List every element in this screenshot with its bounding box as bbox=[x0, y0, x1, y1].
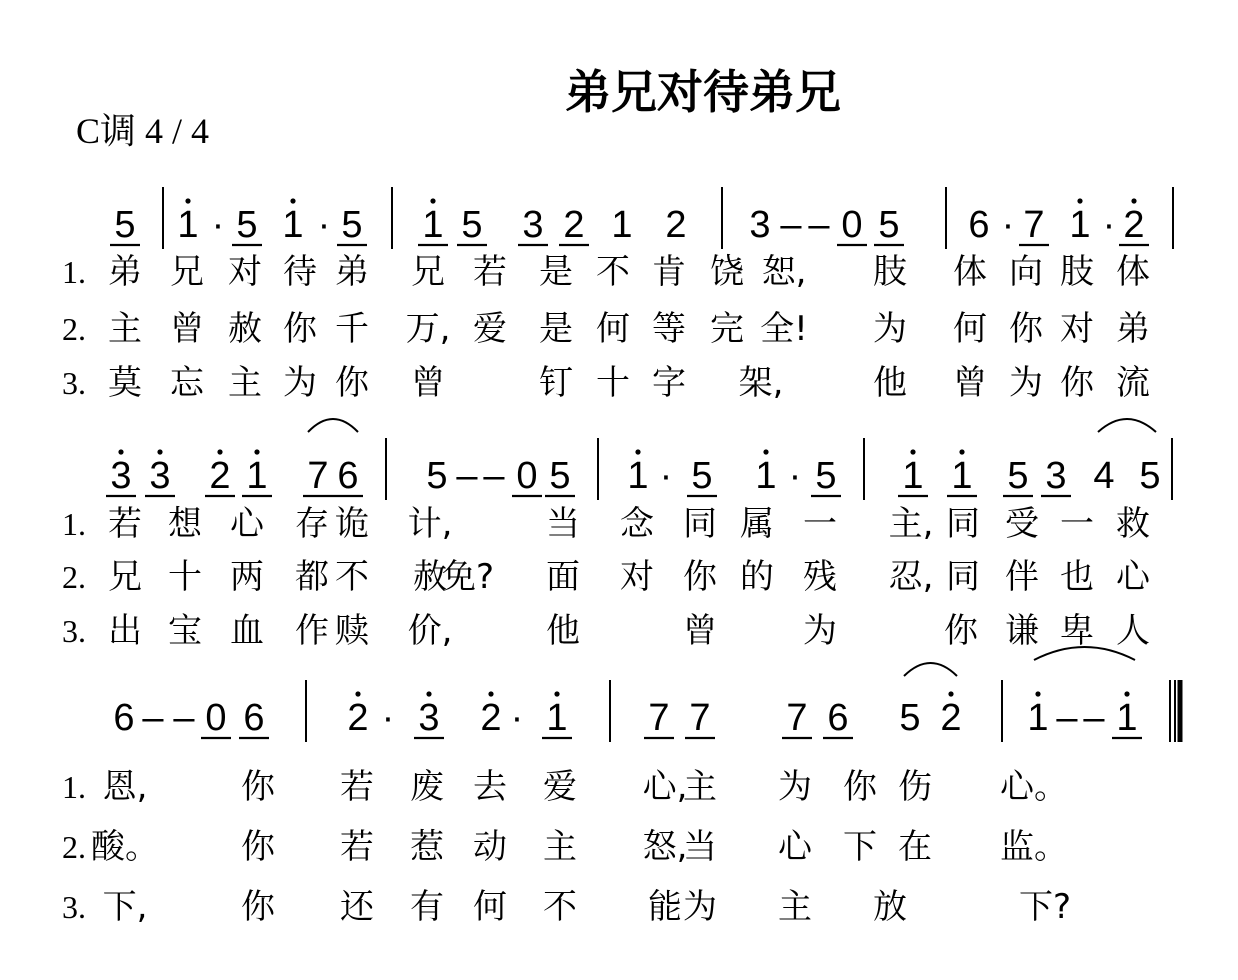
note-digit: 2 bbox=[563, 204, 585, 246]
octave-dot bbox=[1131, 198, 1136, 203]
lyric-syllable: 废 bbox=[410, 767, 444, 807]
note-digit: 3 bbox=[149, 455, 171, 497]
lyric-syllable: 全! bbox=[760, 309, 808, 349]
note-digit: 3 bbox=[1045, 455, 1067, 497]
octave-dot bbox=[554, 691, 559, 696]
lyric-syllable: 救 bbox=[1116, 504, 1150, 544]
note-digit: 2 bbox=[940, 697, 962, 739]
augmentation-dot: · bbox=[788, 455, 802, 497]
lyric-syllable: 饶 bbox=[710, 252, 744, 292]
verse-number: 1. bbox=[62, 254, 86, 290]
octave-dot bbox=[426, 691, 431, 696]
lyric-syllable: 十 bbox=[596, 363, 630, 403]
note-digit: 1 bbox=[422, 204, 444, 246]
note-digit: 0 bbox=[516, 455, 538, 497]
note-digit: 3 bbox=[110, 455, 132, 497]
lyric-syllable: 主 bbox=[778, 887, 812, 927]
lyric-syllable: 怒, bbox=[642, 827, 688, 867]
lyric-syllable: 心 bbox=[778, 827, 812, 867]
lyric-syllable: 兄 bbox=[108, 557, 142, 597]
song-title: 弟兄对待弟兄 bbox=[565, 65, 841, 119]
augmentation-dot: · bbox=[317, 204, 331, 246]
lyric-syllable: 万, bbox=[405, 309, 451, 349]
lyric-syllable: 你 bbox=[241, 827, 275, 867]
lyric-syllable: 人 bbox=[1116, 611, 1150, 651]
lyric-syllable: 卑 bbox=[1060, 611, 1094, 651]
note-digit: 1 bbox=[951, 455, 973, 497]
lyric-syllable: 你 bbox=[683, 557, 717, 597]
augmentation-dot: · bbox=[1001, 204, 1015, 246]
lyric-syllable: 监。 bbox=[1000, 827, 1068, 867]
lyric-syllable: 曾 bbox=[411, 363, 445, 403]
lyric-syllable: 何 bbox=[473, 887, 507, 927]
sustain-dash: – bbox=[808, 204, 830, 246]
note-digit: 4 bbox=[1093, 455, 1115, 497]
note-digit: 5 bbox=[815, 455, 837, 497]
lyric-syllable: 一 bbox=[803, 504, 837, 544]
lyric-syllable: 莫 bbox=[108, 363, 142, 403]
verse-number: 3. bbox=[62, 889, 86, 925]
sustain-dash: – bbox=[1083, 697, 1105, 739]
lyric-syllable: 若 bbox=[108, 504, 142, 544]
lyric-syllable: 钉 bbox=[539, 363, 573, 403]
note-digit: 3 bbox=[749, 204, 771, 246]
lyric-syllable: 属 bbox=[740, 504, 774, 544]
lyric-syllable: 你 bbox=[843, 767, 877, 807]
octave-dot bbox=[948, 691, 953, 696]
lyric-syllable: 心。 bbox=[1000, 767, 1068, 807]
lyric-syllable: 兄 bbox=[170, 252, 204, 292]
lyric-syllable: 恩, bbox=[102, 767, 148, 807]
lyric-syllable: 曾 bbox=[953, 363, 987, 403]
note-digit: 1 bbox=[246, 455, 268, 497]
lyric-syllable: 受 bbox=[1005, 504, 1039, 544]
verse-number: 3. bbox=[62, 613, 86, 649]
lyric-syllable: 肢 bbox=[873, 252, 907, 292]
lyric-syllable: 十 bbox=[168, 557, 202, 597]
lyric-syllable: 为 bbox=[1009, 363, 1043, 403]
lyric-syllable: 宝 bbox=[168, 611, 202, 651]
lyric-syllable: 不 bbox=[596, 252, 630, 292]
note-digit: 3 bbox=[522, 204, 544, 246]
lyric-syllable: 忘 bbox=[170, 363, 204, 403]
lyric-syllable: 的 bbox=[740, 557, 774, 597]
lyric-syllable: 何 bbox=[596, 309, 630, 349]
lyric-syllable: 爱 bbox=[543, 767, 577, 807]
lyric-syllable: 有 bbox=[410, 887, 444, 927]
slur-arc bbox=[1098, 419, 1156, 432]
octave-dot bbox=[217, 449, 222, 454]
lyric-syllable: 谦 bbox=[1005, 611, 1039, 651]
lyric-syllable: 你 bbox=[1060, 363, 1094, 403]
lyric-syllable: 若 bbox=[340, 767, 374, 807]
lyric-syllable: 放 bbox=[873, 887, 907, 927]
lyric-syllable: 等 bbox=[652, 309, 686, 349]
sustain-dash: – bbox=[173, 697, 195, 739]
lyric-syllable: 你 bbox=[241, 887, 275, 927]
verse-number: 3. bbox=[62, 365, 86, 401]
note-digit: 7 bbox=[1023, 204, 1045, 246]
lyric-syllable: 赎 bbox=[335, 611, 369, 651]
lyric-syllable: 面 bbox=[546, 557, 580, 597]
note-digit: 5 bbox=[899, 697, 921, 739]
lyric-syllable: 计, bbox=[407, 504, 453, 544]
lyric-syllable: 心, bbox=[642, 767, 688, 807]
note-digit: 5 bbox=[1007, 455, 1029, 497]
lyric-syllable: 你 bbox=[283, 309, 317, 349]
note-digit: 3 bbox=[418, 697, 440, 739]
lyric-syllable: 爱 bbox=[473, 309, 507, 349]
note-digit: 1 bbox=[611, 204, 633, 246]
lyric-syllable: 血 bbox=[230, 611, 264, 651]
note-digit: 5 bbox=[878, 204, 900, 246]
lyric-syllable: 若 bbox=[473, 252, 507, 292]
lyric-syllable: 下? bbox=[1018, 887, 1072, 927]
augmentation-dot: · bbox=[381, 697, 395, 739]
lyric-syllable: 为 bbox=[283, 363, 317, 403]
sustain-dash: – bbox=[780, 204, 802, 246]
lyric-syllable: 是 bbox=[539, 309, 573, 349]
lyric-syllable: 惹 bbox=[410, 827, 444, 867]
lyric-syllable: 心 bbox=[230, 504, 264, 544]
lyric-syllable: 主 bbox=[543, 827, 577, 867]
lyric-syllable: 你 bbox=[335, 363, 369, 403]
octave-dot bbox=[910, 449, 915, 454]
lyric-syllable: 流 bbox=[1116, 363, 1150, 403]
note-digit: 1 bbox=[1069, 204, 1091, 246]
lyric-syllable: 字 bbox=[652, 363, 686, 403]
note-digit: 6 bbox=[243, 697, 265, 739]
lyric-syllable: 赦 bbox=[228, 309, 262, 349]
lyric-syllable: 诡 bbox=[335, 504, 369, 544]
note-digit: 1 bbox=[1027, 697, 1049, 739]
lyric-syllable: 残 bbox=[803, 557, 837, 597]
lyric-syllable: 在 bbox=[898, 827, 932, 867]
note-digit: 7 bbox=[786, 697, 808, 739]
lyric-syllable: 是 bbox=[539, 252, 573, 292]
notation-system bbox=[62, 647, 1180, 927]
lyric-syllable: 当 bbox=[546, 504, 580, 544]
lyric-syllable: 若 bbox=[340, 827, 374, 867]
verse-number: 2. bbox=[62, 311, 86, 347]
slur-arc bbox=[904, 663, 957, 676]
lyric-syllable: 下 bbox=[843, 827, 877, 867]
verse-number: 2. bbox=[62, 829, 86, 865]
lyric-syllable: 心 bbox=[1116, 557, 1150, 597]
lyric-syllable: 主 bbox=[108, 309, 142, 349]
note-digit: 6 bbox=[968, 204, 990, 246]
verse-number: 1. bbox=[62, 506, 86, 542]
lyric-syllable: 曾 bbox=[170, 309, 204, 349]
lyric-syllable: 不 bbox=[543, 887, 577, 927]
lyric-syllable: 也 bbox=[1060, 557, 1094, 597]
note-digit: 1 bbox=[755, 455, 777, 497]
note-digit: 7 bbox=[648, 697, 670, 739]
note-digit: 0 bbox=[205, 697, 227, 739]
slur-arc bbox=[308, 419, 358, 432]
notation-systems bbox=[62, 187, 1180, 927]
note-digit: 2 bbox=[665, 204, 687, 246]
note-digit: 2 bbox=[480, 697, 502, 739]
note-digit: 1 bbox=[627, 455, 649, 497]
lyric-syllable: 动 bbox=[473, 827, 507, 867]
lyric-syllable: 你 bbox=[944, 611, 978, 651]
note-digit: 5 bbox=[426, 455, 448, 497]
augmentation-dot: · bbox=[1102, 204, 1116, 246]
lyric-syllable: 去 bbox=[473, 767, 507, 807]
key-signature: C调 4 / 4 bbox=[76, 111, 210, 151]
octave-dot bbox=[1035, 691, 1040, 696]
lyric-syllable: 主 bbox=[228, 363, 262, 403]
lyric-syllable: 主 bbox=[683, 767, 717, 807]
lyric-syllable: 伴 bbox=[1005, 557, 1039, 597]
note-digit: 1 bbox=[546, 697, 568, 739]
note-digit: 7 bbox=[689, 697, 711, 739]
lyric-syllable: 能 bbox=[648, 887, 682, 927]
lyric-syllable: 你 bbox=[241, 767, 275, 807]
lyric-syllable: 同 bbox=[946, 557, 980, 597]
sustain-dash: – bbox=[142, 697, 164, 739]
augmentation-dot: · bbox=[510, 697, 524, 739]
lyric-syllable: 都 bbox=[295, 557, 329, 597]
octave-dot bbox=[290, 198, 295, 203]
lyric-syllable: 同 bbox=[946, 504, 980, 544]
note-digit: 2 bbox=[347, 697, 369, 739]
lyric-syllable: 对 bbox=[228, 252, 262, 292]
note-digit: 6 bbox=[113, 697, 135, 739]
lyric-syllable: 架, bbox=[738, 363, 784, 403]
lyric-syllable: 忍, bbox=[888, 557, 934, 597]
note-digit: 6 bbox=[827, 697, 849, 739]
note-digit: 2 bbox=[209, 455, 231, 497]
octave-dot bbox=[959, 449, 964, 454]
octave-dot bbox=[157, 449, 162, 454]
lyric-syllable: 下, bbox=[102, 887, 148, 927]
lyric-syllable: 还 bbox=[340, 887, 374, 927]
lyric-syllable: 出 bbox=[108, 611, 142, 651]
lyric-syllable: 两 bbox=[230, 557, 264, 597]
lyric-syllable: 待 bbox=[283, 252, 317, 292]
sustain-dash: – bbox=[1056, 697, 1078, 739]
octave-dot bbox=[430, 198, 435, 203]
note-digit: 6 bbox=[337, 455, 359, 497]
lyric-syllable: 当 bbox=[683, 827, 717, 867]
lyric-syllable: 千 bbox=[335, 309, 369, 349]
augmentation-dot: · bbox=[211, 204, 225, 246]
lyric-syllable: 不 bbox=[335, 557, 369, 597]
note-digit: 5 bbox=[461, 204, 483, 246]
sustain-dash: – bbox=[483, 455, 505, 497]
octave-dot bbox=[1124, 691, 1129, 696]
lyric-syllable: 完 bbox=[710, 309, 744, 349]
lyric-syllable: 体 bbox=[1116, 252, 1150, 292]
lyric-syllable: 免? bbox=[441, 557, 495, 597]
note-digit: 5 bbox=[114, 204, 136, 246]
lyric-syllable: 酸。 bbox=[91, 827, 159, 867]
lyric-syllable: 对 bbox=[1060, 309, 1094, 349]
verse-number: 1. bbox=[62, 769, 86, 805]
note-digit: 1 bbox=[177, 204, 199, 246]
lyric-syllable: 为 bbox=[873, 309, 907, 349]
octave-dot bbox=[1077, 198, 1082, 203]
note-digit: 1 bbox=[282, 204, 304, 246]
lyric-syllable: 他 bbox=[873, 363, 907, 403]
lyric-syllable: 恕, bbox=[761, 252, 807, 292]
lyric-syllable: 弟 bbox=[335, 252, 369, 292]
lyric-syllable: 体 bbox=[953, 252, 987, 292]
note-digit: 5 bbox=[549, 455, 571, 497]
lyric-syllable: 为 bbox=[803, 611, 837, 651]
note-digit: 5 bbox=[341, 204, 363, 246]
octave-dot bbox=[488, 691, 493, 696]
lyric-syllable: 念 bbox=[620, 504, 654, 544]
lyric-syllable: 价, bbox=[407, 611, 453, 651]
lyric-syllable: 兄 bbox=[411, 252, 445, 292]
lyric-syllable: 他 bbox=[546, 611, 580, 651]
lyric-syllable: 赦 bbox=[413, 557, 447, 597]
octave-dot bbox=[763, 449, 768, 454]
note-digit: 2 bbox=[1123, 204, 1145, 246]
lyric-syllable: 想 bbox=[168, 504, 202, 544]
note-digit: 7 bbox=[307, 455, 329, 497]
lyric-syllable: 向 bbox=[1009, 252, 1043, 292]
lyric-syllable: 何 bbox=[953, 309, 987, 349]
lyric-syllable: 伤 bbox=[898, 767, 932, 807]
octave-dot bbox=[185, 198, 190, 203]
note-digit: 5 bbox=[236, 204, 258, 246]
lyric-syllable: 你 bbox=[1009, 309, 1043, 349]
lyric-syllable: 对 bbox=[620, 557, 654, 597]
note-digit: 5 bbox=[691, 455, 713, 497]
octave-dot bbox=[118, 449, 123, 454]
lyric-syllable: 弟 bbox=[1116, 309, 1150, 349]
lyric-syllable: 作 bbox=[295, 611, 329, 651]
lyric-syllable: 为 bbox=[778, 767, 812, 807]
note-digit: 0 bbox=[841, 204, 863, 246]
lyric-syllable: 主, bbox=[888, 504, 934, 544]
lyric-syllable: 弟 bbox=[108, 252, 142, 292]
octave-dot bbox=[635, 449, 640, 454]
octave-dot bbox=[254, 449, 259, 454]
lyric-syllable: 为 bbox=[683, 887, 717, 927]
augmentation-dot: · bbox=[659, 455, 673, 497]
lyric-syllable: 肢 bbox=[1060, 252, 1094, 292]
lyric-syllable: 肯 bbox=[652, 252, 686, 292]
lyric-syllable: 一 bbox=[1060, 504, 1094, 544]
lyric-syllable: 同 bbox=[683, 504, 717, 544]
notation-system bbox=[62, 419, 1172, 651]
note-digit: 1 bbox=[902, 455, 924, 497]
sustain-dash: – bbox=[456, 455, 478, 497]
lyric-syllable: 曾 bbox=[683, 611, 717, 651]
verse-number: 2. bbox=[62, 559, 86, 595]
notation-system bbox=[62, 187, 1173, 403]
note-digit: 1 bbox=[1116, 697, 1138, 739]
octave-dot bbox=[355, 691, 360, 696]
note-digit: 5 bbox=[1139, 455, 1161, 497]
lyric-syllable: 存 bbox=[295, 504, 329, 544]
